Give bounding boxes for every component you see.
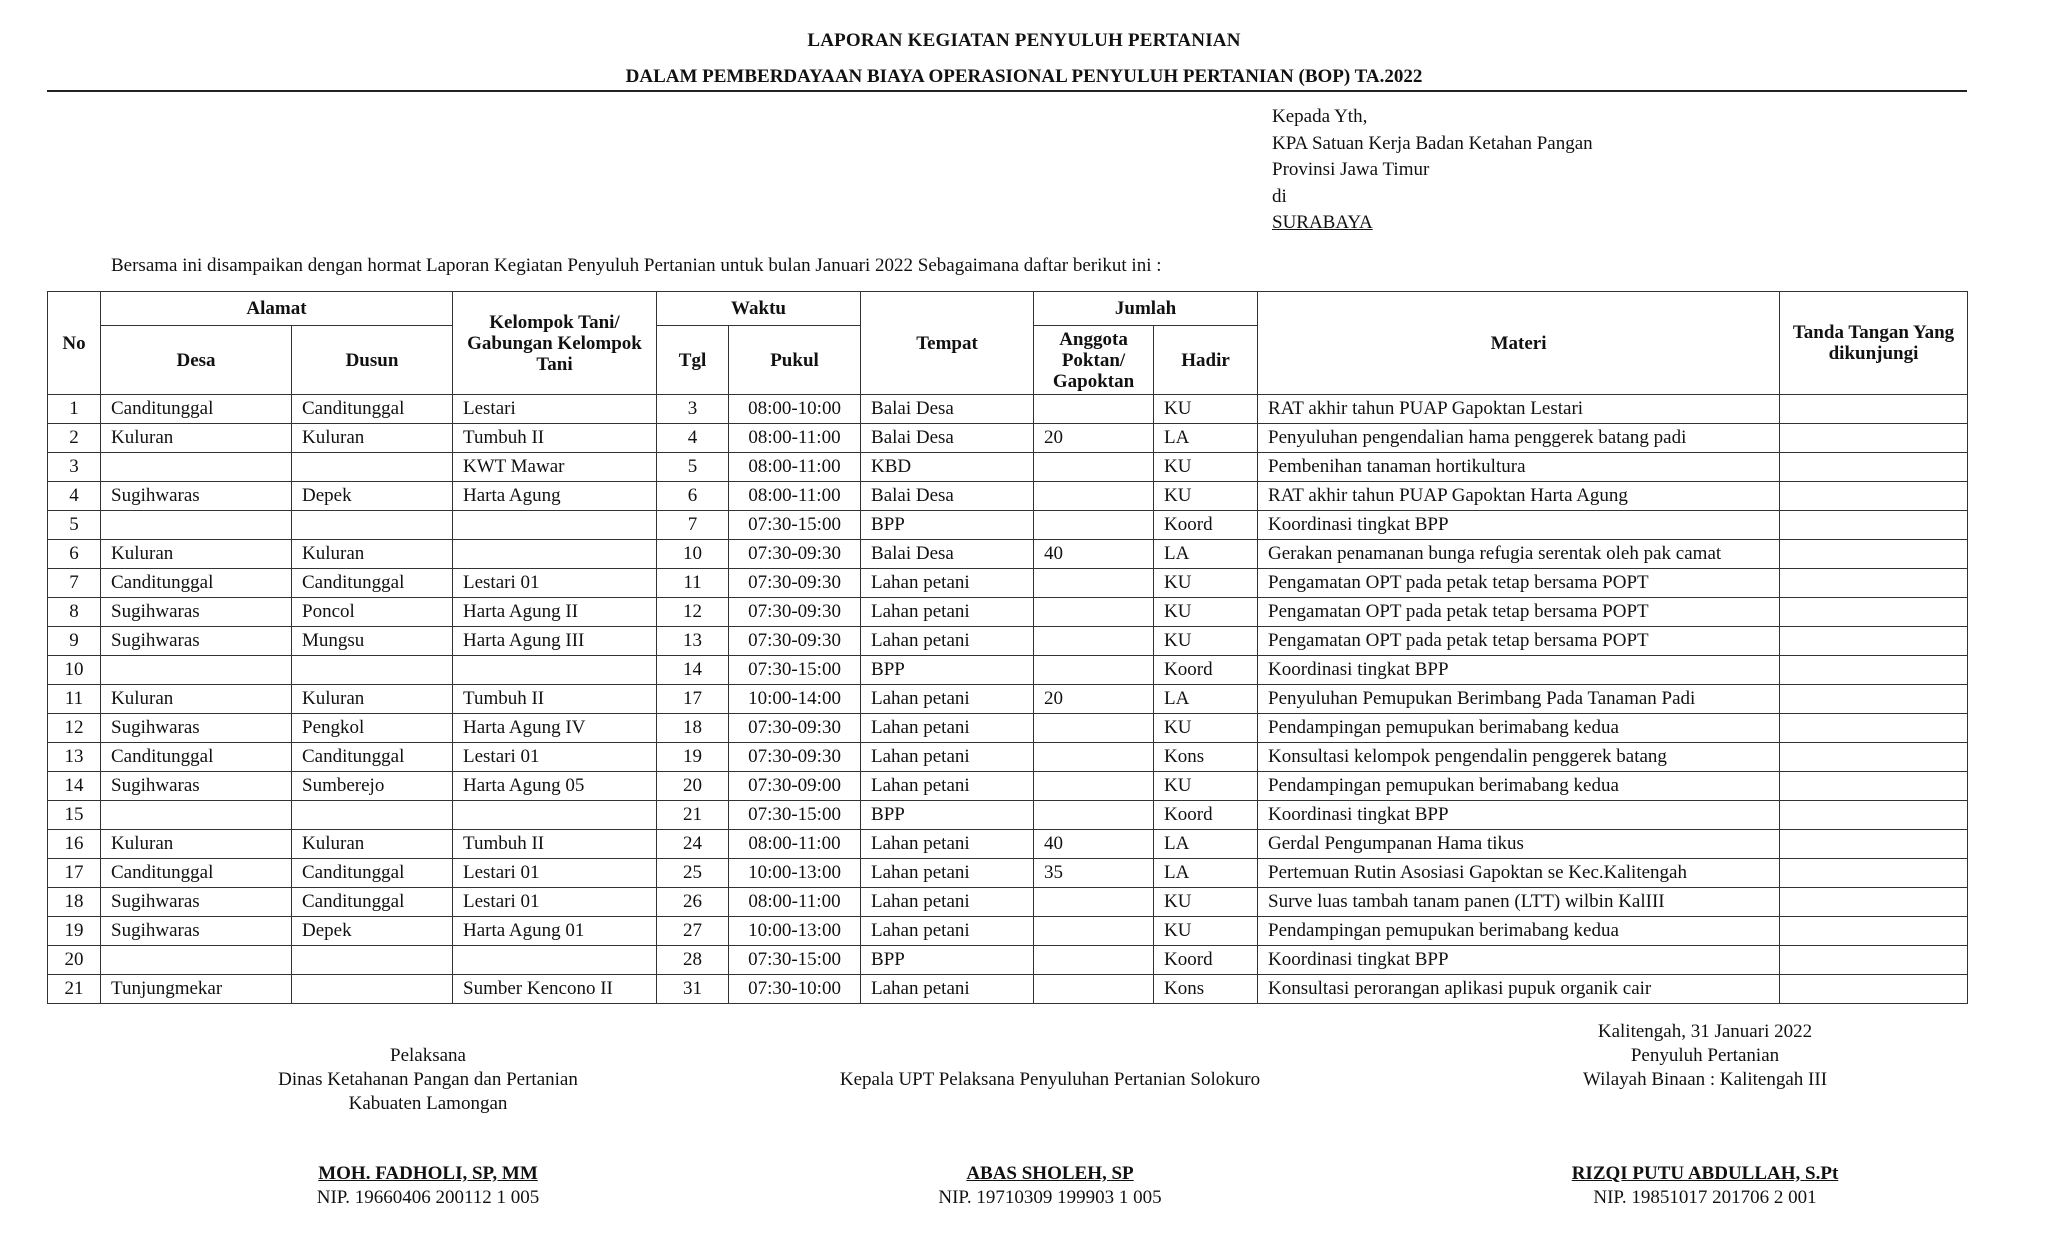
cell-pukul: 08:00-11:00 [729, 888, 861, 917]
cell-dusun: Canditunggal [292, 395, 453, 424]
cell-tempat: Balai Desa [861, 540, 1034, 569]
cell-kelompok [453, 511, 657, 540]
table-row [48, 395, 1968, 424]
cell-tgl: 21 [657, 801, 729, 830]
cell-desa: Kuluran [101, 830, 292, 859]
cell-anggota [1034, 888, 1154, 917]
signatory-nip: NIP. 19851017 201706 2 001 [1593, 1187, 1817, 1208]
signatory-nip: NIP. 19710309 199903 1 005 [938, 1187, 1162, 1208]
cell-kelompok: Lestari 01 [453, 888, 657, 917]
cell-desa: Kuluran [101, 540, 292, 569]
intro-paragraph: Bersama ini disampaikan dengan hormat Laporan Kegiatan Penyuluh Pertanian untuk bulan Januari 2022 Sebagaimana daftar berikut ini : [111, 255, 1162, 276]
cell-no: 5 [48, 511, 101, 540]
cell-no: 1 [48, 395, 101, 424]
col-tempat-header: Tempat [861, 292, 1034, 395]
cell-ttd [1780, 453, 1968, 482]
cell-no: 21 [48, 975, 101, 1004]
cell-materi: Surve luas tambah tanam panen (LTT) wilbin KalIII [1258, 888, 1780, 917]
cell-desa: Canditunggal [101, 395, 292, 424]
cell-kelompok: Tumbuh II [453, 685, 657, 714]
cell-pukul: 07:30-09:30 [729, 743, 861, 772]
cell-pukul: 07:30-09:30 [729, 598, 861, 627]
cell-materi: Gerdal Pengumpanan Hama tikus [1258, 830, 1780, 859]
cell-ttd [1780, 627, 1968, 656]
cell-kelompok: Harta Agung [453, 482, 657, 511]
table-header-row [48, 292, 1968, 326]
cell-pukul: 10:00-14:00 [729, 685, 861, 714]
table-body [48, 395, 1968, 1004]
cell-kelompok [453, 946, 657, 975]
cell-dusun: Kuluran [292, 830, 453, 859]
cell-materi: Penyuluhan pengendalian hama penggerek batang padi [1258, 424, 1780, 453]
cell-no: 2 [48, 424, 101, 453]
cell-hadir: Koord [1154, 946, 1258, 975]
table-row [48, 453, 1968, 482]
cell-pukul: 07:30-15:00 [729, 511, 861, 540]
cell-tgl: 31 [657, 975, 729, 1004]
cell-dusun: Canditunggal [292, 859, 453, 888]
cell-tgl: 3 [657, 395, 729, 424]
table-row [48, 569, 1968, 598]
cell-desa: Sugihwaras [101, 917, 292, 946]
cell-hadir: KU [1154, 598, 1258, 627]
col-ttd-header: Tanda Tangan Yang dikunjungi [1780, 292, 1968, 395]
cell-materi: Pengamatan OPT pada petak tetap bersama POPT [1258, 627, 1780, 656]
recipient-city: SURABAYA [1272, 212, 1373, 233]
table-row [48, 656, 1968, 685]
cell-hadir: LA [1154, 424, 1258, 453]
col-kelompok-header: Kelompok Tani/ Gabungan Kelompok Tani [453, 292, 657, 395]
cell-no: 16 [48, 830, 101, 859]
cell-tgl: 6 [657, 482, 729, 511]
recipient-line: Kepada Yth, [1272, 106, 1368, 127]
cell-desa: Canditunggal [101, 743, 292, 772]
cell-materi: Koordinasi tingkat BPP [1258, 656, 1780, 685]
cell-desa: Canditunggal [101, 859, 292, 888]
cell-kelompok: Harta Agung 01 [453, 917, 657, 946]
cell-anggota [1034, 772, 1154, 801]
cell-tempat: BPP [861, 946, 1034, 975]
signature-line: Kepala UPT Pelaksana Penyuluhan Pertanian Solokuro [839, 1069, 1261, 1090]
cell-dusun: Canditunggal [292, 569, 453, 598]
cell-kelompok: Tumbuh II [453, 424, 657, 453]
cell-hadir: KU [1154, 482, 1258, 511]
cell-pukul: 08:00-10:00 [729, 395, 861, 424]
cell-tempat: Lahan petani [861, 743, 1034, 772]
cell-ttd [1780, 395, 1968, 424]
cell-no: 9 [48, 627, 101, 656]
cell-ttd [1780, 424, 1968, 453]
cell-tempat: Lahan petani [861, 598, 1034, 627]
cell-tempat: Lahan petani [861, 627, 1034, 656]
cell-ttd [1780, 975, 1968, 1004]
cell-dusun: Kuluran [292, 540, 453, 569]
cell-hadir: Koord [1154, 511, 1258, 540]
recipient-line: di [1272, 185, 1287, 207]
cell-pukul: 08:00-11:00 [729, 830, 861, 859]
cell-desa: Tunjungmekar [101, 975, 292, 1004]
cell-kelompok: Lestari 01 [453, 743, 657, 772]
signature-right-name-block [1505, 1162, 1905, 1210]
cell-desa [101, 656, 292, 685]
cell-tgl: 11 [657, 569, 729, 598]
cell-tgl: 25 [657, 859, 729, 888]
cell-tgl: 17 [657, 685, 729, 714]
cell-ttd [1780, 714, 1968, 743]
cell-tempat: BPP [861, 511, 1034, 540]
cell-pukul: 07:30-09:30 [729, 540, 861, 569]
cell-tempat: Balai Desa [861, 482, 1034, 511]
cell-no: 3 [48, 453, 101, 482]
cell-hadir: Kons [1154, 975, 1258, 1004]
table-row [48, 482, 1968, 511]
cell-tgl: 20 [657, 772, 729, 801]
cell-no: 8 [48, 598, 101, 627]
table-row [48, 859, 1968, 888]
cell-tempat: Lahan petani [861, 569, 1034, 598]
col-pukul-header: Pukul [729, 326, 861, 395]
cell-ttd [1780, 888, 1968, 917]
cell-dusun: Pengkol [292, 714, 453, 743]
table-row [48, 743, 1968, 772]
col-materi-header: Materi [1258, 292, 1780, 395]
table-row [48, 424, 1968, 453]
cell-anggota [1034, 801, 1154, 830]
cell-ttd [1780, 482, 1968, 511]
cell-anggota [1034, 946, 1154, 975]
cell-materi: RAT akhir tahun PUAP Gapoktan Lestari [1258, 395, 1780, 424]
cell-ttd [1780, 772, 1968, 801]
signature-left-name-block [228, 1162, 628, 1210]
signatory-nip: NIP. 19660406 200112 1 005 [316, 1187, 540, 1208]
cell-desa: Kuluran [101, 424, 292, 453]
col-anggota-header: Anggota Poktan/ Gapoktan [1034, 326, 1154, 395]
cell-anggota [1034, 917, 1154, 946]
cell-hadir: LA [1154, 540, 1258, 569]
cell-hadir: LA [1154, 859, 1258, 888]
cell-anggota [1034, 453, 1154, 482]
cell-dusun: Kuluran [292, 685, 453, 714]
cell-anggota [1034, 395, 1154, 424]
col-alamat-header: Alamat [101, 292, 453, 326]
cell-no: 6 [48, 540, 101, 569]
cell-kelompok [453, 540, 657, 569]
table-row [48, 888, 1968, 917]
signature-line: Pelaksana [390, 1045, 466, 1066]
cell-tempat: Lahan petani [861, 975, 1034, 1004]
cell-no: 19 [48, 917, 101, 946]
cell-pukul: 10:00-13:00 [729, 917, 861, 946]
table-row [48, 598, 1968, 627]
cell-tempat: Lahan petani [861, 714, 1034, 743]
cell-kelompok: Harta Agung II [453, 598, 657, 627]
cell-anggota: 35 [1034, 859, 1154, 888]
cell-anggota [1034, 975, 1154, 1004]
cell-pukul: 07:30-09:30 [729, 627, 861, 656]
cell-dusun [292, 946, 453, 975]
cell-ttd [1780, 830, 1968, 859]
cell-kelompok: Lestari 01 [453, 859, 657, 888]
cell-pukul: 07:30-09:30 [729, 569, 861, 598]
cell-pukul: 07:30-15:00 [729, 801, 861, 830]
table-row [48, 772, 1968, 801]
cell-dusun [292, 453, 453, 482]
cell-hadir: LA [1154, 685, 1258, 714]
cell-hadir: KU [1154, 569, 1258, 598]
cell-kelompok: Tumbuh II [453, 830, 657, 859]
col-jumlah-header: Jumlah [1034, 292, 1258, 326]
cell-no: 10 [48, 656, 101, 685]
col-hadir-header: Hadir [1154, 326, 1258, 395]
cell-materi: Koordinasi tingkat BPP [1258, 801, 1780, 830]
title-divider [47, 90, 1967, 92]
cell-tempat: BPP [861, 801, 1034, 830]
cell-anggota [1034, 511, 1154, 540]
signatory-name: RIZQI PUTU ABDULLAH, S.Pt [1571, 1163, 1839, 1184]
activity-table [47, 291, 1968, 1004]
cell-dusun: Sumberejo [292, 772, 453, 801]
col-waktu-header: Waktu [657, 292, 861, 326]
cell-kelompok: Lestari 01 [453, 569, 657, 598]
cell-tgl: 12 [657, 598, 729, 627]
cell-no: 14 [48, 772, 101, 801]
signature-date: Kalitengah, 31 Januari 2022 [1597, 1021, 1813, 1042]
cell-dusun: Depek [292, 917, 453, 946]
cell-kelompok [453, 656, 657, 685]
cell-no: 11 [48, 685, 101, 714]
cell-tempat: Lahan petani [861, 830, 1034, 859]
table-row [48, 975, 1968, 1004]
signature-left [228, 1044, 628, 1116]
cell-pukul: 08:00-11:00 [729, 482, 861, 511]
cell-tempat: Lahan petani [861, 917, 1034, 946]
recipient-line: Provinsi Jawa Timur [1272, 159, 1430, 180]
cell-tempat: BPP [861, 656, 1034, 685]
table-row [48, 540, 1968, 569]
cell-desa [101, 801, 292, 830]
cell-no: 4 [48, 482, 101, 511]
cell-desa [101, 511, 292, 540]
cell-pukul: 07:30-09:30 [729, 714, 861, 743]
cell-anggota: 20 [1034, 685, 1154, 714]
cell-materi: Penyuluhan Pemupukan Berimbang Pada Tanaman Padi [1258, 685, 1780, 714]
table-row [48, 917, 1968, 946]
cell-kelompok [453, 801, 657, 830]
cell-materi: Pembenihan tanaman hortikultura [1258, 453, 1780, 482]
cell-ttd [1780, 540, 1968, 569]
cell-pukul: 07:30-15:00 [729, 656, 861, 685]
cell-dusun [292, 511, 453, 540]
cell-anggota: 40 [1034, 830, 1154, 859]
cell-dusun: Canditunggal [292, 888, 453, 917]
cell-ttd [1780, 598, 1968, 627]
table-row [48, 685, 1968, 714]
cell-pukul: 07:30-10:00 [729, 975, 861, 1004]
cell-tgl: 24 [657, 830, 729, 859]
cell-desa: Canditunggal [101, 569, 292, 598]
cell-desa [101, 946, 292, 975]
cell-anggota [1034, 569, 1154, 598]
cell-materi: Pertemuan Rutin Asosiasi Gapoktan se Kec.Kalitengah [1258, 859, 1780, 888]
cell-tgl: 14 [657, 656, 729, 685]
cell-materi: Konsultasi perorangan aplikasi pupuk organik cair [1258, 975, 1780, 1004]
cell-ttd [1780, 917, 1968, 946]
signatory-name: ABAS SHOLEH, SP [966, 1163, 1134, 1184]
cell-dusun: Mungsu [292, 627, 453, 656]
cell-desa: Sugihwaras [101, 714, 292, 743]
cell-no: 17 [48, 859, 101, 888]
cell-tgl: 19 [657, 743, 729, 772]
signatory-name: MOH. FADHOLI, SP, MM [318, 1163, 538, 1184]
cell-tgl: 5 [657, 453, 729, 482]
cell-tempat: Balai Desa [861, 395, 1034, 424]
cell-anggota: 40 [1034, 540, 1154, 569]
cell-no: 18 [48, 888, 101, 917]
cell-tgl: 28 [657, 946, 729, 975]
table-row [48, 801, 1968, 830]
signature-middle-name-block [800, 1162, 1300, 1210]
cell-materi: Pendampingan pemupukan berimabang kedua [1258, 714, 1780, 743]
cell-pukul: 10:00-13:00 [729, 859, 861, 888]
cell-dusun [292, 801, 453, 830]
cell-tempat: Lahan petani [861, 772, 1034, 801]
cell-materi: Pengamatan OPT pada petak tetap bersama POPT [1258, 569, 1780, 598]
cell-dusun: Poncol [292, 598, 453, 627]
cell-no: 12 [48, 714, 101, 743]
cell-tgl: 27 [657, 917, 729, 946]
cell-desa: Sugihwaras [101, 772, 292, 801]
cell-kelompok: Harta Agung 05 [453, 772, 657, 801]
col-tgl-header: Tgl [657, 326, 729, 395]
cell-anggota [1034, 598, 1154, 627]
cell-ttd [1780, 685, 1968, 714]
cell-pukul: 08:00-11:00 [729, 424, 861, 453]
cell-kelompok: Harta Agung IV [453, 714, 657, 743]
cell-ttd [1780, 801, 1968, 830]
cell-desa [101, 453, 292, 482]
table-row [48, 627, 1968, 656]
cell-no: 13 [48, 743, 101, 772]
table-row [48, 714, 1968, 743]
signature-line: Wilayah Binaan : Kalitengah III [1582, 1069, 1828, 1090]
cell-dusun: Kuluran [292, 424, 453, 453]
cell-ttd [1780, 656, 1968, 685]
cell-tgl: 13 [657, 627, 729, 656]
cell-kelompok: KWT Mawar [453, 453, 657, 482]
cell-tempat: Lahan petani [861, 888, 1034, 917]
cell-ttd [1780, 569, 1968, 598]
cell-no: 15 [48, 801, 101, 830]
cell-hadir: KU [1154, 888, 1258, 917]
cell-ttd [1780, 511, 1968, 540]
cell-anggota [1034, 627, 1154, 656]
col-dusun-header: Dusun [292, 326, 453, 395]
cell-anggota [1034, 743, 1154, 772]
cell-tgl: 18 [657, 714, 729, 743]
cell-ttd [1780, 859, 1968, 888]
cell-materi: Pendampingan pemupukan berimabang kedua [1258, 772, 1780, 801]
cell-pukul: 07:30-09:00 [729, 772, 861, 801]
cell-desa: Sugihwaras [101, 598, 292, 627]
cell-hadir: KU [1154, 453, 1258, 482]
cell-tgl: 10 [657, 540, 729, 569]
cell-materi: Pengamatan OPT pada petak tetap bersama POPT [1258, 598, 1780, 627]
cell-materi: Konsultasi kelompok pengendalin penggerek batang [1258, 743, 1780, 772]
cell-pukul: 08:00-11:00 [729, 453, 861, 482]
cell-anggota [1034, 482, 1154, 511]
cell-dusun [292, 656, 453, 685]
cell-pukul: 07:30-15:00 [729, 946, 861, 975]
cell-no: 7 [48, 569, 101, 598]
table-row [48, 511, 1968, 540]
cell-ttd [1780, 743, 1968, 772]
report-title: LAPORAN KEGIATAN PENYULUH PERTANIAN [807, 30, 1241, 51]
cell-tgl: 26 [657, 888, 729, 917]
cell-hadir: Koord [1154, 656, 1258, 685]
cell-tempat: Balai Desa [861, 424, 1034, 453]
cell-no: 20 [48, 946, 101, 975]
cell-dusun [292, 975, 453, 1004]
cell-materi: Pendampingan pemupukan berimabang kedua [1258, 917, 1780, 946]
cell-materi: Gerakan penamanan bunga refugia serentak oleh pak camat [1258, 540, 1780, 569]
cell-desa: Sugihwaras [101, 627, 292, 656]
cell-kelompok: Harta Agung III [453, 627, 657, 656]
cell-materi: Koordinasi tingkat BPP [1258, 946, 1780, 975]
cell-hadir: KU [1154, 714, 1258, 743]
cell-tgl: 7 [657, 511, 729, 540]
cell-hadir: Kons [1154, 743, 1258, 772]
cell-materi: Koordinasi tingkat BPP [1258, 511, 1780, 540]
cell-desa: Kuluran [101, 685, 292, 714]
cell-tempat: Lahan petani [861, 859, 1034, 888]
recipient-block [1272, 104, 1593, 237]
cell-desa: Sugihwaras [101, 482, 292, 511]
cell-anggota [1034, 714, 1154, 743]
cell-ttd [1780, 946, 1968, 975]
report-subtitle: DALAM PEMBERDAYAAN BIAYA OPERASIONAL PENYULUH PERTANIAN (BOP) TA.2022 [625, 66, 1423, 87]
recipient-line: KPA Satuan Kerja Badan Ketahan Pangan [1272, 132, 1593, 154]
cell-anggota: 20 [1034, 424, 1154, 453]
cell-hadir: Koord [1154, 801, 1258, 830]
signature-line: Dinas Ketahanan Pangan dan Pertanian [278, 1069, 578, 1090]
cell-tempat: Lahan petani [861, 685, 1034, 714]
cell-tgl: 4 [657, 424, 729, 453]
cell-hadir: KU [1154, 772, 1258, 801]
cell-kelompok: Lestari [453, 395, 657, 424]
table-row [48, 946, 1968, 975]
signature-right [1505, 1020, 1905, 1092]
cell-dusun: Depek [292, 482, 453, 511]
cell-anggota [1034, 656, 1154, 685]
cell-hadir: KU [1154, 395, 1258, 424]
cell-desa: Sugihwaras [101, 888, 292, 917]
table-row [48, 830, 1968, 859]
col-desa-header: Desa [101, 326, 292, 395]
cell-hadir: KU [1154, 627, 1258, 656]
signature-middle [800, 1068, 1300, 1092]
col-no-header: No [48, 292, 101, 395]
cell-hadir: LA [1154, 830, 1258, 859]
signature-line: Kabuaten Lamongan [348, 1093, 508, 1114]
cell-hadir: KU [1154, 917, 1258, 946]
cell-tempat: KBD [861, 453, 1034, 482]
cell-dusun: Canditunggal [292, 743, 453, 772]
cell-kelompok: Sumber Kencono II [453, 975, 657, 1004]
cell-materi: RAT akhir tahun PUAP Gapoktan Harta Agung [1258, 482, 1780, 511]
signature-line: Penyuluh Pertanian [1630, 1045, 1780, 1066]
